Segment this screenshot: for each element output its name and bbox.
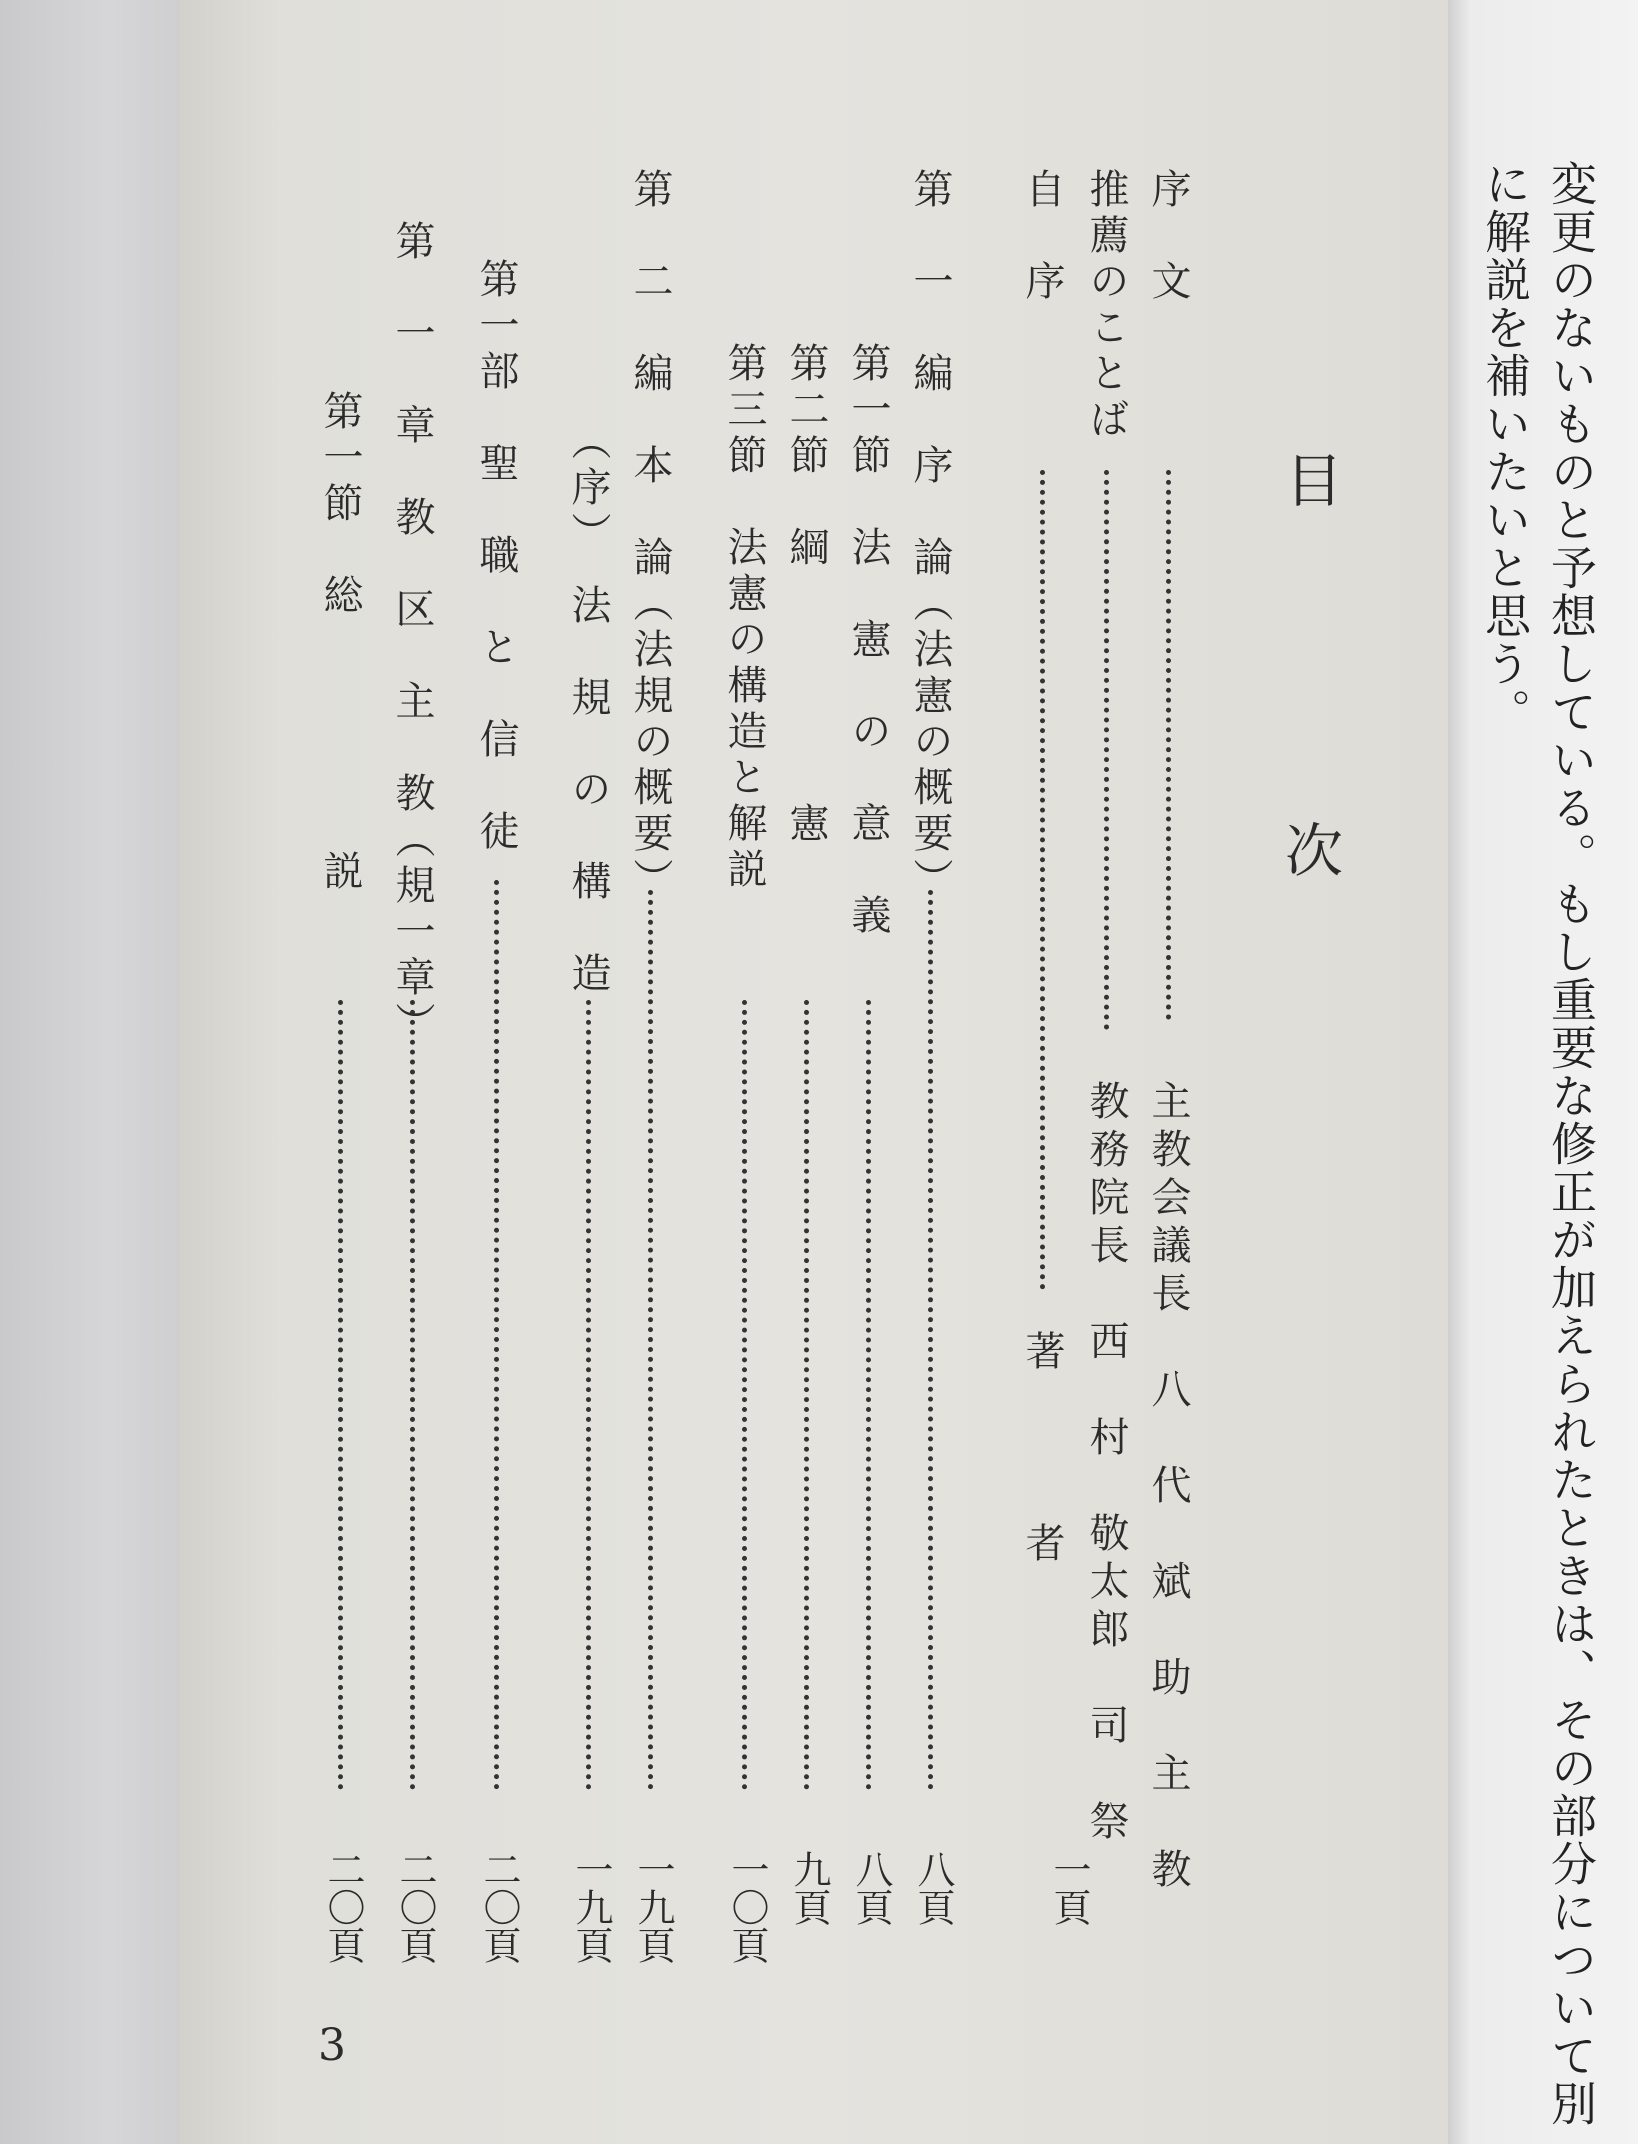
page-folio: 3 — [318, 2020, 346, 2071]
toc-leader-dots — [494, 880, 499, 1790]
toc-page-number: 一九頁 — [631, 1850, 675, 1964]
toc-page — [180, 0, 1448, 2144]
toc-entry-section: 第三節 法憲の構造と解説 — [721, 342, 767, 894]
toc-page-number: 一〇頁 — [725, 1850, 769, 1964]
toc-page-number: 一頁 — [1047, 1850, 1091, 1926]
toc-page-number: 一九頁 — [569, 1850, 613, 1964]
author-line-1: 主教会議長 八 代 斌 助 主 教 — [1145, 1080, 1191, 1896]
toc-leader-dots — [804, 1000, 809, 1790]
toc-leader-dots — [338, 1000, 343, 1790]
toc-entry-section: 第一部 聖 職 と 信 徒 — [473, 258, 519, 856]
facing-page-line-2: に解説を補いたいと思う。 — [1478, 160, 1532, 736]
toc-entry-part-1: 第 一 編 序 論（法憲の概要） — [907, 168, 953, 904]
toc-entry-section: 第一節 総 説 — [317, 390, 363, 896]
toc-leader-dots — [1040, 470, 1045, 1290]
toc-leader-dots — [648, 890, 653, 1790]
toc-page-number: 八頁 — [911, 1850, 955, 1926]
toc-leader-dots — [742, 1000, 747, 1790]
toc-page-number: 二〇頁 — [393, 1850, 437, 1964]
toc-page-number: 二〇頁 — [321, 1850, 365, 1964]
toc-page-number: 二〇頁 — [477, 1850, 521, 1964]
toc-entry-preface: 序 文 — [1145, 168, 1191, 306]
toc-page-number: 九頁 — [787, 1850, 831, 1926]
toc-leader-dots — [866, 1000, 871, 1790]
toc-leader-dots — [1166, 470, 1171, 1020]
toc-title-char-1: 目 — [1275, 450, 1343, 508]
facing-page — [1448, 0, 1638, 2144]
toc-entry-section: 第一節 法 憲 の 意 義 — [845, 342, 891, 940]
toc-leader-dots — [1104, 470, 1109, 1030]
toc-leader-dots — [586, 1000, 591, 1790]
author-line-2: 教務院長 西 村 敬太郎 司 祭 — [1083, 1080, 1129, 1848]
toc-entry-part-2: 第 二 編 本 論（法規の概要） — [627, 168, 673, 904]
toc-page-number: 八頁 — [849, 1850, 893, 1926]
toc-entry-section: （序） 法 規 の 構 造 — [565, 420, 611, 998]
toc-leader-dots — [410, 1000, 415, 1790]
toc-entry-author-preface: 自 序 — [1019, 168, 1065, 306]
toc-entry-section: 第二節 綱 憲 — [783, 342, 829, 848]
facing-page-line-1: 変更のないものと予想している。もし重要な修正が加えられたときは、その部分について別 — [1544, 160, 1598, 2128]
toc-entry-recommendation: 推薦のことば — [1083, 168, 1129, 444]
toc-entry-chapter: 第 一 章 教 区 主 教（規一章） — [389, 220, 435, 1048]
toc-title-char-2: 次 — [1275, 820, 1343, 878]
toc-leader-dots — [928, 890, 933, 1790]
author-line-3: 著 者 — [1019, 1330, 1065, 1570]
adjacent-page-edge — [0, 0, 180, 2144]
